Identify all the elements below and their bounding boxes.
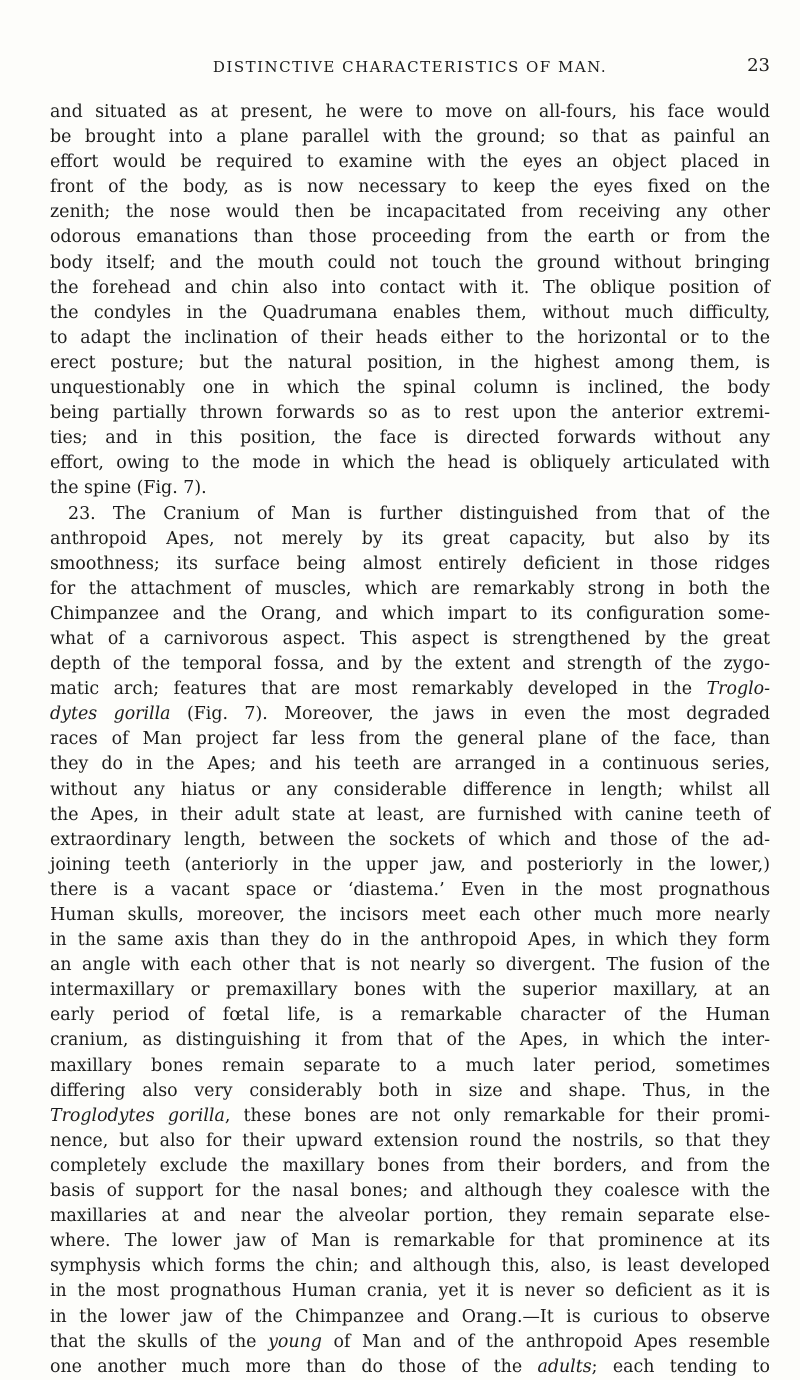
text-line: maxillary bones remain separate to a much later period, sometimes [50,1055,770,1076]
text-segment: , these bones are not only remarkable for their promi- [224,1105,770,1126]
running-head [50,55,770,84]
text-line: ties; and in this position, the face is directed forwards without any [50,428,770,449]
italic-species-name: dytes gorilla [50,704,171,725]
text-line: nence, but also for their upward extension round the nostrils, so that they [50,1130,770,1151]
text-line: extraordinary length, between the sockets of which and those of the ad- [50,829,770,850]
text-line: effort, owing to the mode in which the head is obliquely articulated with [50,453,770,474]
text-line: zenith; the nose would then be incapacitated from receiving any other [50,202,770,223]
text-line: to adapt the inclination of their heads either to the horizontal or to the [50,327,770,348]
text-line: the spine (Fig. 7). [50,478,207,499]
text-segment: (Fig. 7). Moreover, the jaws in even the most degraded [186,704,770,725]
text-segment: matic arch; features that are most remarkably developed in the [50,679,693,700]
text-line: body itself; and the mouth could not touch the ground without bringing [50,252,770,273]
text-line: in the lower jaw of the Chimpanzee and Orang.—It is curious to observe [50,1306,770,1327]
text-line: without any hiatus or any considerable difference in length; whilst all [50,779,770,800]
text-line [50,1104,770,1129]
italic-species-name: Troglo- [706,679,770,700]
book-page [50,55,771,1380]
text-line: maxillaries at and near the alveolar portion, they remain separate else- [50,1206,770,1227]
page-number: 23 [747,55,770,76]
text-line: for the attachment of muscles, which are remarkably strong in both the [50,578,770,599]
text-line: completely exclude the maxillary bones from their borders, and from the [50,1155,770,1176]
text-line: where. The lower jaw of Man is remarkable for that prominence at its [50,1231,770,1252]
text-segment: ; each tending to [591,1356,771,1377]
text-line: front of the body, as is now necessary to keep the eyes fixed on the [50,177,770,198]
text-line: 23. The Cranium of Man is further distinguished from that of the [68,503,770,524]
italic-species-name: Troglodytes gorilla [50,1105,225,1126]
text-line: they do in the Apes; and his teeth are arranged in a continuous series, [50,754,770,775]
text-line: in the most prognathous Human crania, yet it is never so deficient as it is [50,1281,770,1302]
text-line: and situated as at present, he were to move on all-fours, his face would [50,102,770,122]
italic-word: adults [537,1356,592,1377]
text-line: basis of support for the nasal bones; and although they coalesce with the [50,1181,770,1202]
text-line [50,702,770,727]
text-line: an angle with each other that is not nearly so divergent. The fusion of the [50,955,770,976]
running-title: DISTINCTIVE CHARACTERISTICS OF MAN. [212,58,608,76]
text-line: odorous emanations than those proceeding from the earth or from the [50,227,770,248]
text-line: smoothness; its surface being almost entirely deficient in those ridges [50,553,770,574]
text-line: depth of the temporal fossa, and by the extent and strength of the zygo- [50,654,770,675]
text-segment: of Man and of the anthropoid Apes resemble [333,1331,770,1352]
text-line [50,1330,770,1355]
text-line: the Apes, in their adult state at least, are furnished with canine teeth of [50,804,770,825]
text-line: races of Man project far less from the general plane of the face, than [50,729,770,750]
italic-word: young [268,1331,322,1352]
text-line: the forehead and chin also into contact with it. The oblique position of [50,277,770,298]
text-line: cranium, as distinguishing it from that of the Apes, in which the inter- [50,1030,770,1051]
text-line: erect posture; but the natural position, in the highest among them, is [50,352,770,373]
text-line: symphysis which forms the chin; and although this, also, is least developed [50,1256,770,1277]
text-line: effort would be required to examine with the eyes an object placed in [50,152,770,173]
text-line: being partially thrown forwards so as to rest upon the anterior extremi- [50,403,770,424]
text-line: anthropoid Apes, not merely by its great capacity, but also by its [50,528,770,549]
text-line: there is a vacant space or ‘diastema.’ Even in the most prognathous [50,879,770,900]
text-line: Chimpanzee and the Orang, and which impart to its configuration some- [50,603,770,624]
text-line: early period of fœtal life, is a remarkable character of the Human [50,1005,770,1026]
text-line: Human skulls, moreover, the incisors meet each other much more nearly [50,905,770,925]
text-line: differing also very considerably both in size and shape. Thus, in the [50,1080,770,1101]
text-line [50,1355,770,1380]
text-line: joining teeth (anteriorly in the upper jaw, and posteriorly in the lower,) [50,854,770,875]
text-line: unquestionably one in which the spinal column is inclined, the body [50,378,770,399]
text-line: be brought into a plane parallel with the ground; so that as painful an [50,127,770,148]
text-segment: that the skulls of the [50,1331,257,1352]
body-text [50,100,770,1380]
text-line [50,677,770,702]
text-segment: one another much more than do those of the [50,1356,523,1377]
text-line: intermaxillary or premaxillary bones with the superior maxillary, at an [50,980,770,1001]
text-line: in the same axis than they do in the anthropoid Apes, in which they form [50,930,770,951]
text-line: the condyles in the Quadrumana enables them, without much difficulty, [50,302,770,323]
text-line: what of a carnivorous aspect. This aspect is strengthened by the great [50,628,770,649]
